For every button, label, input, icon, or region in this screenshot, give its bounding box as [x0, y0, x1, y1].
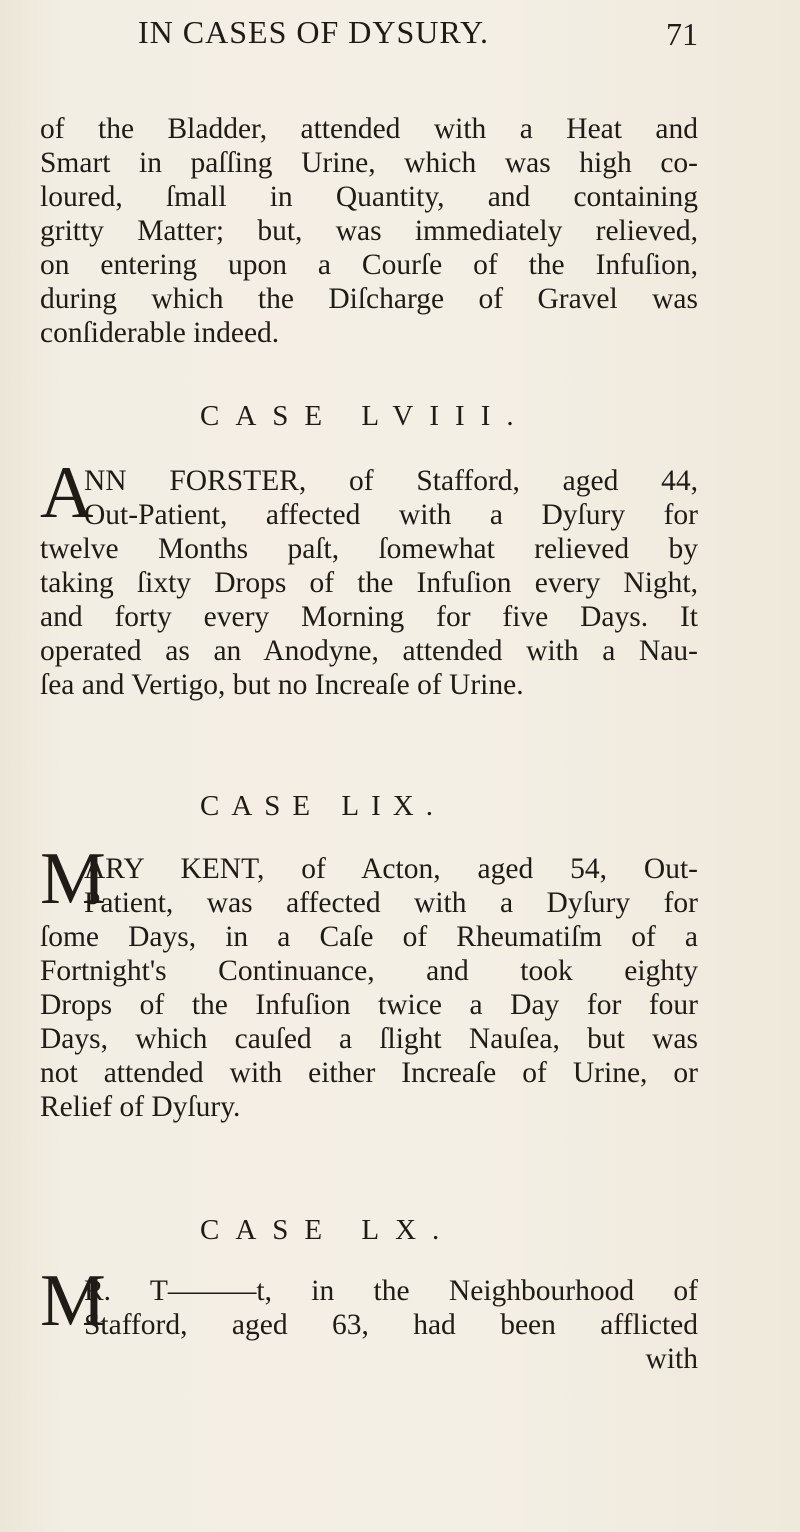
running-title: IN CASES OF DYSURY. — [138, 14, 489, 50]
case-heading-lviii: CASE LVIII. — [200, 400, 530, 432]
text-line: ſome Days, in a Caſe of Rheumatiſm of a — [40, 921, 698, 953]
text-line: Stafford, aged 63, had been afflicted — [84, 1309, 698, 1341]
text-line: Days, which cauſed a ſlight Nauſea, but was — [40, 1023, 698, 1055]
case-lviii-paragraph — [40, 464, 698, 702]
drop-cap: M — [40, 1260, 106, 1342]
case-heading-lx: CASE LX. — [200, 1214, 456, 1246]
text-line: ARY KENT, of Acton, aged 54, Out- — [84, 853, 698, 885]
text-line: operated as an Anodyne, attended with a Nau- — [40, 635, 698, 667]
text-line: Smart in paſſing Urine, which was high co- — [40, 147, 698, 179]
text-line: Drops of the Infuſion twice a Day for four — [40, 989, 698, 1021]
text-line: Fortnight's Continuance, and took eighty — [40, 955, 698, 987]
text-line: during which the Diſcharge of Gravel was — [40, 283, 698, 315]
drop-cap: A — [40, 452, 94, 534]
catchword: with — [645, 1343, 698, 1375]
text-line: Patient, was affected with a Dyſury for — [84, 887, 698, 919]
intro-paragraph — [40, 112, 698, 350]
running-header — [138, 14, 698, 74]
text-line: on entering upon a Courſe of the Infuſion, — [40, 249, 698, 281]
text-line: Out-Patient, affected with a Dyſury for — [84, 499, 698, 531]
text-line: taking ſixty Drops of the Infuſion every Night, — [40, 567, 698, 599]
case-lix-paragraph — [40, 852, 698, 1124]
text-line: loured, ſmall in Quantity, and containing — [40, 181, 698, 213]
text-line: not attended with either Increaſe of Urine, or — [40, 1057, 698, 1089]
text-line: Relief of Dyſury. — [40, 1091, 241, 1123]
case-lx-paragraph — [40, 1274, 698, 1376]
text-line: and forty every Morning for five Days. It — [40, 601, 698, 633]
text-line: gritty Matter; but, was immediately relieved, — [40, 215, 698, 247]
text-line: R. T———t, in the Neighbourhood of — [84, 1275, 698, 1307]
text-line: conſiderable indeed. — [40, 317, 280, 349]
drop-cap: M — [40, 838, 106, 920]
text-line: twelve Months paſt, ſomewhat relieved by — [40, 533, 698, 565]
text-line: of the Bladder, attended with a Heat and — [40, 113, 698, 145]
text-line: NN FORSTER, of Stafford, aged 44, — [84, 465, 698, 497]
text-line: ſea and Vertigo, but no Increaſe of Urine. — [40, 669, 524, 701]
case-heading-lix: CASE LIX. — [200, 790, 445, 822]
page-number: 71 — [666, 16, 698, 52]
